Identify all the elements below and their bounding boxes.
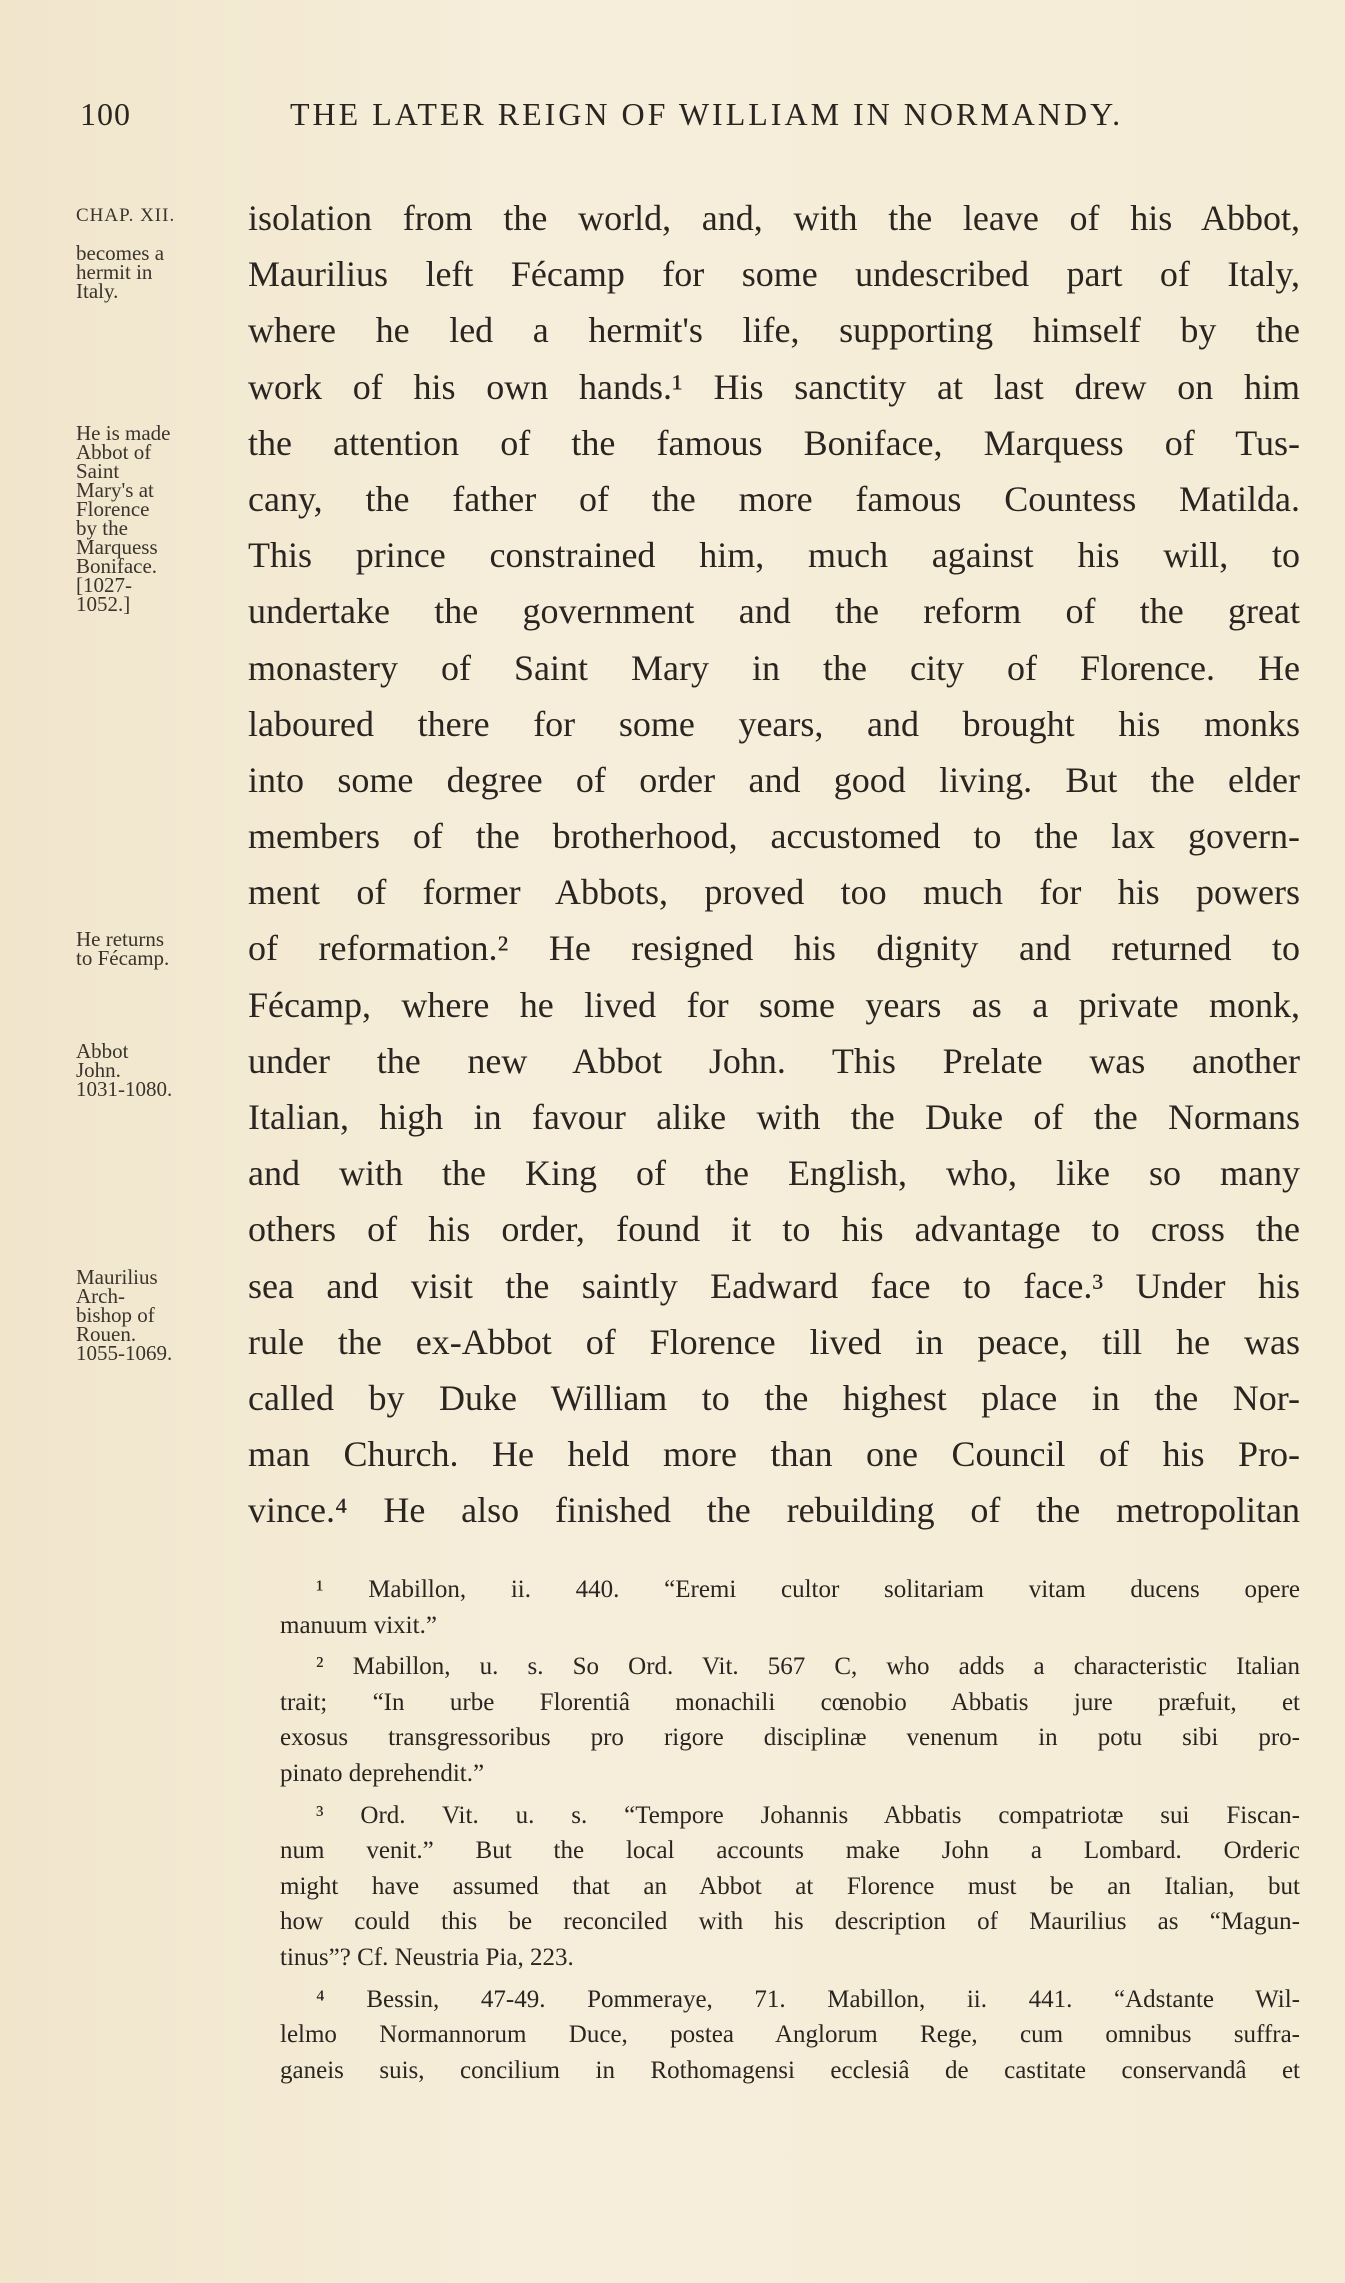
text-line: work of his own hands.¹ His sanctity at last drew on him [248,366,1300,407]
footnote-line: pinato deprehendit.” [280,1759,485,1787]
text-line: rule the ex-Abbot of Florence lived in peace, till he was [248,1321,1300,1362]
footnote-3 [280,1798,1300,1976]
running-title: THE LATER REIGN OF WILLIAM IN NORMANDY. [290,96,1124,132]
margin-note-hermit: becomes a hermit in Italy. [76,241,165,303]
footnote-line: lelmo Normannorum Duce, postea Anglorum Rege, cum omnibus suffra- [280,2021,1300,2049]
text-line: monastery of Saint Mary in the city of Florence. He [248,647,1300,688]
footnote-4 [280,1982,1300,2089]
margin-note-chapter: CHAP. XII. [76,205,176,226]
footnote-line: ⁴ Bessin, 47-49. Pommeraye, 71. Mabillon, ii. 441. “Adstante Wil- [316,1985,1300,2013]
text-line: sea and visit the saintly Eadward face to face.³ Under his [248,1265,1300,1306]
text-line: where he led a hermit's life, supporting himself by the [248,310,1300,351]
text-line: Fécamp, where he lived for some years as a private monk, [248,984,1300,1025]
text-line: This prince constrained him, much against his will, to [248,535,1300,576]
footnote-line: trait; “In urbe Florentiâ monachili cœnobio Abbatis jure præfuit, et [280,1688,1300,1716]
text-line: undertake the government and the reform of the great [248,591,1300,632]
footnote-line: manuum vixit.” [280,1611,437,1639]
page-header [80,96,1300,136]
main-text [248,190,1300,1539]
text-line: vince.⁴ He also finished the rebuilding of the metropolitan [248,1490,1300,1531]
margin-note-maurilius-archbishop: Maurilius Arch- bishop of Rouen. 1055-1069. [76,1265,173,1365]
footnotes [280,1572,1300,2088]
text-line: members of the brotherhood, accustomed to the lax govern- [248,816,1300,857]
text-line: and with the King of the English, who, like so many [248,1153,1300,1194]
margin-note-abbot-john: Abbot John. 1031-1080. [76,1039,173,1101]
footnote-line: how could this be reconciled with his description of Maurilius as “Magun- [280,1908,1300,1936]
margin-note-abbot-florence: He is made Abbot of Saint Mary's at Florence by the Marquess Boniface. [1027- 1052.] [76,421,171,616]
footnote-1 [280,1572,1300,1643]
text-line: into some degree of order and good living. But the elder [248,759,1300,800]
footnote-line: ² Mabillon, u. s. So Ord. Vit. 567 C, who adds a characteristic Italian [316,1653,1300,1681]
text-line: Italian, high in favour alike with the Duke of the Normans [248,1097,1300,1137]
text-line: of reformation.² He resigned his dignity and returned to [248,928,1300,969]
margin-note-returns-fecamp: He returns to Fécamp. [76,927,170,970]
text-line: isolation from the world, and, with the leave of his Abbot, [248,198,1300,238]
page-number: 100 [80,96,131,132]
text-line: ment of former Abbots, proved too much for his powers [248,872,1300,913]
text-line: under the new Abbot John. This Prelate was another [248,1040,1300,1081]
footnote-line: might have assumed that an Abbot at Florence must be an Italian, but [280,1872,1300,1900]
text-line: cany, the father of the more famous Countess Matilda. [248,478,1300,519]
footnote-2 [280,1649,1300,1791]
footnote-line: ¹ Mabillon, ii. 440. “Eremi cultor solitariam vitam ducens opere [316,1576,1300,1603]
footnote-line: ³ Ord. Vit. u. s. “Tempore Johannis Abbatis compatriotæ sui Fiscan- [316,1801,1300,1829]
text-line: others of his order, found it to his advantage to cross the [248,1209,1300,1250]
footnote-line: num venit.” But the local accounts make John a Lombard. Orderic [280,1837,1300,1865]
footnote-line: ganeis suis, concilium in Rothomagensi ecclesiâ de castitate conservandâ et [280,2056,1300,2084]
text-line: laboured there for some years, and brought his monks [248,703,1300,744]
text-line: man Church. He held more than one Council of his Pro- [248,1434,1300,1475]
text-line: called by Duke William to the highest place in the Nor- [248,1377,1300,1418]
text-line: the attention of the famous Boniface, Marquess of Tus- [248,422,1300,463]
footnote-line: tinus”? Cf. Neustria Pia, 223. [280,1943,574,1971]
footnote-line: exosus transgressoribus pro rigore disciplinæ venenum in potu sibi pro- [280,1724,1300,1752]
text-line: Maurilius left Fécamp for some undescribed part of Italy, [248,254,1300,295]
